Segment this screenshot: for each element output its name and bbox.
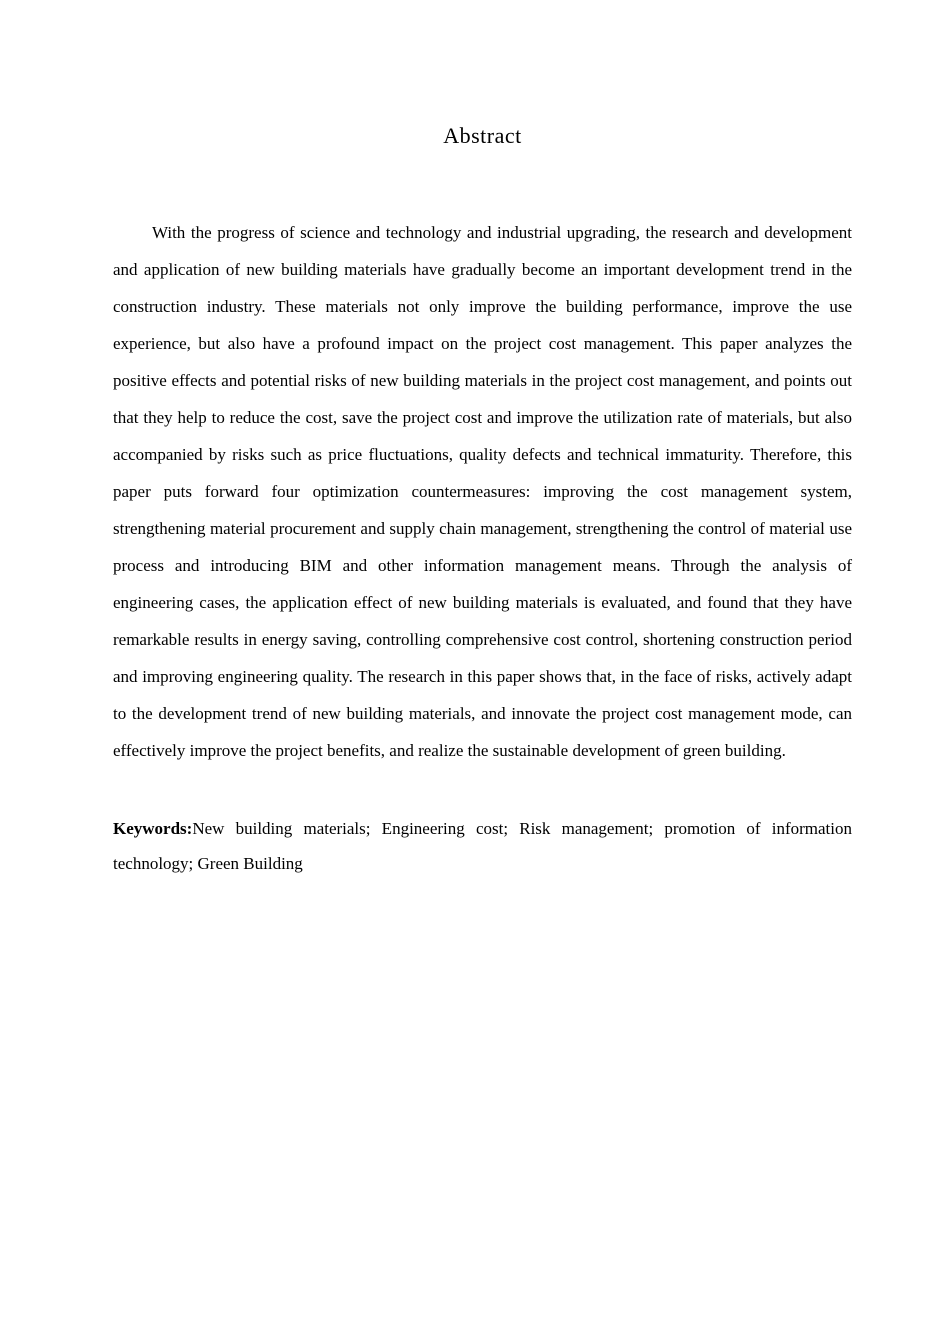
abstract-title: Abstract (443, 123, 522, 148)
keywords-text: New building materials; Engineering cost; Risk management; promotion of information technology; Green Building (113, 819, 852, 873)
abstract-paragraph: With the progress of science and technology and industrial upgrading, the research and development and application of new building materials have gradually become an important development trend in the construction industry. These materials not only improve the building performance, improve the use experience, but also have a profound impact on the project cost management. This paper analyzes the positive effects and potential risks of new building materials in the project cost management, and points out that they help to reduce the cost, save the project cost and improve the utilization rate of materials, but also accompanied by risks such as price fluctuations, quality defects and technical immaturity. Therefore, this paper puts forward four optimization countermeasures: improving the cost management system, strengthening material procurement and supply chain management, strengthening the control of material use process and introducing BIM and other information management means. Through the analysis of engineering cases, the application effect of new building materials is evaluated, and found that they have remarkable results in energy saving, controlling comprehensive cost control, shortening construction period and improving engineering quality. The research in this paper shows that, in the face of risks, actively adapt to the development trend of new building materials, and innovate the project cost management mode, can effectively improve the project benefits, and realize the sustainable development of green building. (113, 223, 852, 760)
keywords-label: Keywords: (113, 819, 193, 838)
keywords-line (113, 811, 852, 881)
